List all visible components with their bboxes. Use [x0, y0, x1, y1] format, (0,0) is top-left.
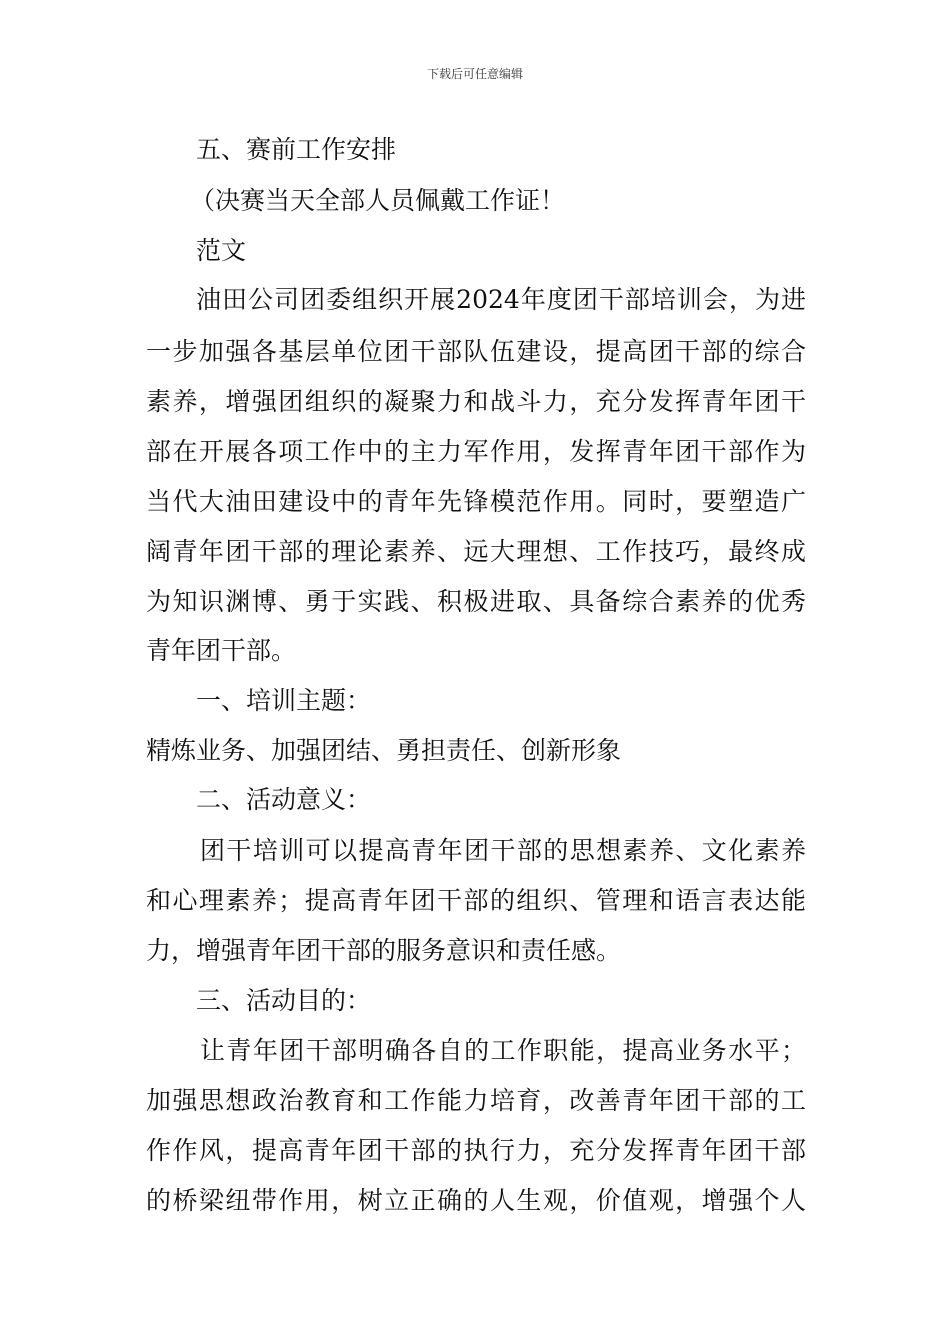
paragraph-line: 阔青年团干部的理论素养、远大理想、工作技巧，最终成: [146, 537, 806, 566]
section-heading: 五、赛前工作安排: [196, 135, 397, 164]
paragraph-line: 加强思想政治教育和工作能力培育，改善青年团干部的工: [146, 1086, 806, 1115]
paragraph-line: 和心理素养；提高青年团干部的组织、管理和语言表达能: [146, 886, 806, 915]
paragraph-line: 的桥梁纽带作用，树立正确的人生观，价值观，增强个人: [146, 1186, 806, 1215]
section-heading: 三、活动目的：: [196, 986, 372, 1015]
paragraph-line: 油田公司团委组织开展2024年度团干部培训会，为进: [196, 285, 806, 314]
paragraph-line: 素养，增强团组织的凝聚力和战斗力，充分发挥青年团干: [146, 387, 806, 416]
paragraph-line: 一步加强各基层单位团干部队伍建设，提高团干部的综合: [146, 337, 806, 366]
page-header: 下载后可任意编辑: [426, 67, 523, 81]
section-heading: 一、培训主题：: [196, 686, 372, 715]
paragraph-line: 精炼业务、加强团结、勇担责任、创新形象: [146, 736, 622, 765]
paragraph-line: 作作风，提高青年团干部的执行力，充分发挥青年团干部: [146, 1136, 806, 1165]
section-heading: 二、活动意义：: [196, 785, 372, 814]
paragraph-line: 青年团干部。: [146, 636, 297, 665]
paragraph-line: 让青年团干部明确各自的工作职能，提高业务水平；: [200, 1036, 806, 1065]
paragraph-line: 团干培训可以提高青年团干部的思想素养、文化素养: [200, 836, 806, 865]
paragraph-line: 部在开展各项工作中的主力军作用，发挥青年团干部作为: [146, 437, 806, 466]
paragraph-line: （决赛当天全部人员佩戴工作证！: [190, 186, 566, 215]
paragraph-line: 力，增强青年团干部的服务意识和责任感。: [146, 936, 622, 965]
paragraph-line: 为知识渊博、勇于实践、积极进取、具备综合素养的优秀: [146, 587, 806, 616]
paragraph-line: 当代大油田建设中的青年先锋模范作用。同时，要塑造广: [146, 487, 806, 516]
paragraph-label: 范文: [196, 236, 247, 265]
